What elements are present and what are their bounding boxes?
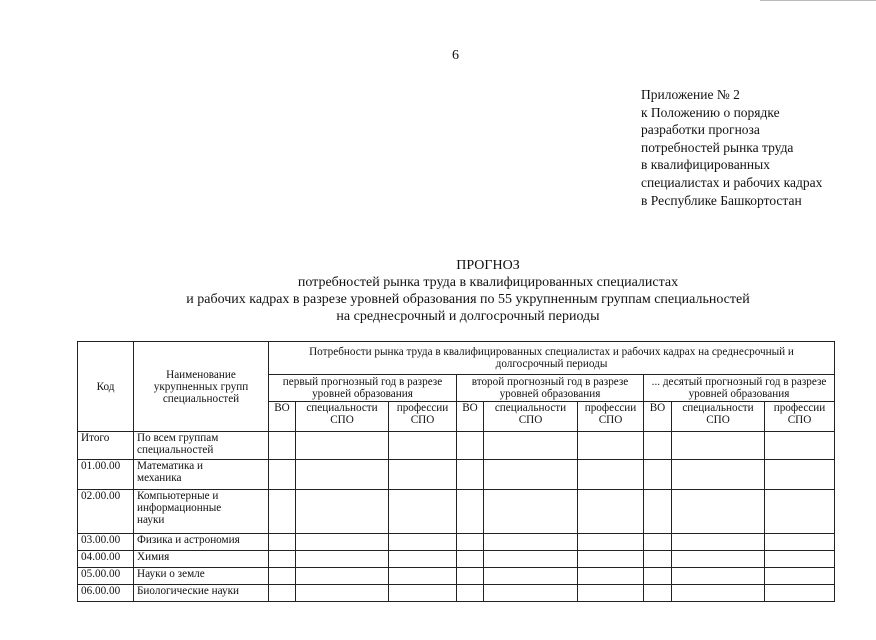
title-line: потребностей рынка труда в квалифицированных специалистах — [297, 275, 679, 290]
document-title — [0, 257, 876, 325]
row-code: 02.00.00 — [78, 490, 134, 534]
appendix-line: в Республике Башкортостан — [641, 192, 802, 208]
level-header-vo: ВО — [644, 402, 672, 432]
value-cell — [765, 551, 835, 568]
table-row — [78, 551, 835, 568]
appendix-line: в квалифицированных — [641, 157, 770, 173]
value-cell — [644, 432, 672, 460]
value-cell — [672, 534, 765, 551]
value-cell — [269, 432, 296, 460]
value-cell — [644, 534, 672, 551]
value-cell — [457, 568, 484, 585]
table-row — [78, 585, 835, 602]
value-cell — [296, 534, 389, 551]
value-cell — [484, 551, 578, 568]
row-code: 03.00.00 — [78, 534, 134, 551]
value-cell — [644, 490, 672, 534]
value-cell — [765, 534, 835, 551]
value-cell — [296, 490, 389, 534]
row-name: По всем группам специальностей — [134, 432, 269, 460]
value-cell — [578, 534, 644, 551]
value-cell — [484, 568, 578, 585]
table-row — [78, 568, 835, 585]
row-code: 05.00.00 — [78, 568, 134, 585]
row-code: 04.00.00 — [78, 551, 134, 568]
row-name: Химия — [134, 551, 269, 568]
header-row — [78, 342, 835, 375]
appendix-line: специалистах и рабочих кадрах — [641, 174, 823, 190]
value-cell — [296, 460, 389, 490]
value-cell — [457, 432, 484, 460]
level-header-vo: ВО — [269, 402, 296, 432]
row-code: Итого — [78, 432, 134, 460]
value-cell — [672, 585, 765, 602]
value-cell — [269, 490, 296, 534]
value-cell — [765, 585, 835, 602]
value-cell — [578, 551, 644, 568]
title-heading: ПРОГНОЗ — [456, 258, 520, 273]
table-row — [78, 432, 835, 460]
level-header-spo-spec: специальности СПО — [672, 402, 765, 432]
row-code: 01.00.00 — [78, 460, 134, 490]
value-cell — [578, 568, 644, 585]
value-cell — [644, 460, 672, 490]
row-name: Биологические науки — [134, 585, 269, 602]
value-cell — [389, 534, 457, 551]
value-cell — [484, 460, 578, 490]
level-header-spo-spec: специальности СПО — [296, 402, 389, 432]
value-cell — [269, 534, 296, 551]
year-header-2: второй прогнозный год в разрезе уровней образования — [457, 375, 644, 402]
value-cell — [672, 490, 765, 534]
row-name: Компьютерные и информационные науки — [134, 490, 269, 534]
value-cell — [672, 551, 765, 568]
value-cell — [765, 460, 835, 490]
level-header-spo-prof: профессии СПО — [578, 402, 644, 432]
value-cell — [296, 551, 389, 568]
value-cell — [644, 568, 672, 585]
value-cell — [296, 568, 389, 585]
table-row — [78, 534, 835, 551]
value-cell — [578, 585, 644, 602]
value-cell — [672, 432, 765, 460]
value-cell — [457, 551, 484, 568]
value-cell — [578, 432, 644, 460]
name-header: Наименование укрупненных групп специальностей — [134, 342, 269, 432]
year-header-1: первый прогнозный год в разрезе уровней образования — [269, 375, 457, 402]
value-cell — [269, 551, 296, 568]
value-cell — [765, 490, 835, 534]
title-line: и рабочих кадрах в разрезе уровней образования по 55 укрупненным группам специальностей — [186, 292, 750, 307]
value-cell — [389, 585, 457, 602]
level-header-spo-spec: специальности СПО — [484, 402, 578, 432]
code-header: Код — [78, 342, 134, 432]
page-number: 6 — [452, 48, 459, 63]
forecast-table — [77, 341, 835, 602]
value-cell — [457, 490, 484, 534]
value-cell — [269, 460, 296, 490]
table-row — [78, 490, 835, 534]
row-name: Науки о земле — [134, 568, 269, 585]
value-cell — [389, 432, 457, 460]
level-header-spo-prof: профессии СПО — [765, 402, 835, 432]
value-cell — [269, 568, 296, 585]
value-cell — [296, 585, 389, 602]
value-cell — [765, 568, 835, 585]
table-row — [78, 460, 835, 490]
level-header-vo: ВО — [457, 402, 484, 432]
appendix-note — [641, 86, 822, 209]
appendix-line: разработки прогноза — [641, 122, 760, 138]
row-code: 06.00.00 — [78, 585, 134, 602]
value-cell — [644, 585, 672, 602]
value-cell — [644, 551, 672, 568]
value-cell — [296, 432, 389, 460]
value-cell — [389, 490, 457, 534]
value-cell — [457, 585, 484, 602]
value-cell — [765, 432, 835, 460]
year-header-10: ... десятый прогнозный год в разрезе уровней образования — [644, 375, 835, 402]
value-cell — [578, 460, 644, 490]
value-cell — [672, 568, 765, 585]
value-cell — [457, 534, 484, 551]
row-name: Математика и механика — [134, 460, 269, 490]
value-cell — [484, 490, 578, 534]
appendix-line: к Положению о порядке — [641, 104, 780, 120]
level-header-spo-prof: профессии СПО — [389, 402, 457, 432]
scan-edge-mark — [760, 0, 876, 3]
value-cell — [484, 432, 578, 460]
appendix-line: потребностей рынка труда — [641, 139, 794, 155]
value-cell — [389, 551, 457, 568]
value-cell — [672, 460, 765, 490]
value-cell — [578, 490, 644, 534]
appendix-line: Приложение № 2 — [641, 87, 740, 102]
title-line: на среднесрочный и долгосрочный периоды — [336, 309, 600, 324]
demand-header: Потребности рынка труда в квалифицированных специалистах и рабочих кадрах на среднесрочный и долгосрочный периоды — [269, 342, 835, 375]
row-name: Физика и астрономия — [134, 534, 269, 551]
value-cell — [269, 585, 296, 602]
value-cell — [389, 460, 457, 490]
value-cell — [484, 585, 578, 602]
value-cell — [457, 460, 484, 490]
value-cell — [389, 568, 457, 585]
value-cell — [484, 534, 578, 551]
